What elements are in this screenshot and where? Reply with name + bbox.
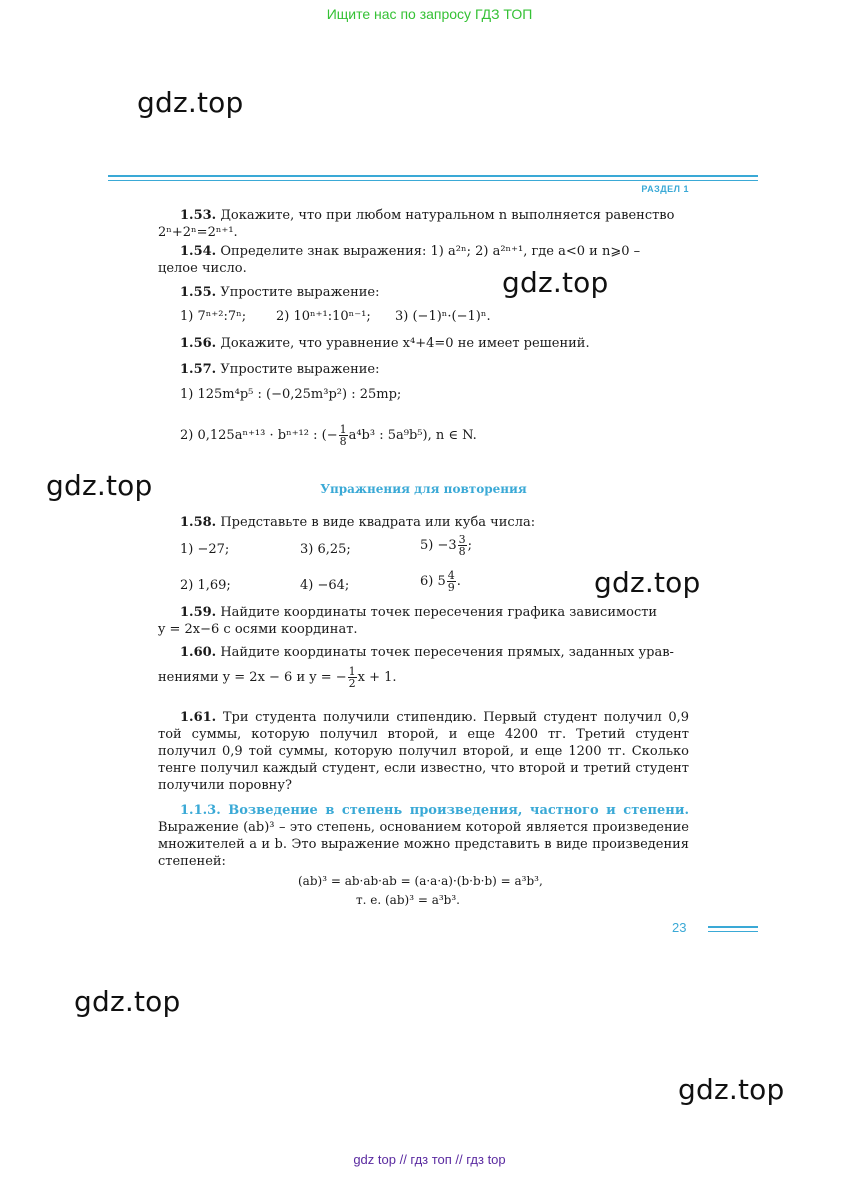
problem-text: Представьте в виде квадрата или куба числа: bbox=[220, 515, 536, 530]
exercise-item: 4) −64; bbox=[300, 578, 350, 593]
problem-text: Упростите выражение: bbox=[220, 362, 380, 377]
footer-rule bbox=[708, 926, 758, 928]
problem-text: Найдите координаты точек пересечения графика зависимости bbox=[220, 605, 658, 620]
problem-1-53 bbox=[158, 207, 689, 241]
problem-number: 1.53. bbox=[180, 208, 217, 223]
watermark: gdz.top bbox=[502, 266, 609, 299]
problem-text: Три студента получили стипендию. Первый студент получил 0,9 той суммы, которую получил второй, и еще 4200 тг. Третий студент получил 0,9 той суммы, которую получил второй, и еще 1200 тг. Сколько тенге получил каждый студент, если известно, что второй и третий студент получили поровну? bbox=[158, 710, 689, 793]
problem-1-56 bbox=[158, 335, 689, 352]
bottom-links[interactable]: gdz top // гдз топ // гдз top bbox=[353, 1152, 506, 1167]
problem-1-60-equations: нениями y = 2x − 6 и y = − $\frac{1}{2}$ x + 1. bbox=[158, 665, 397, 690]
watermark: gdz.top bbox=[594, 566, 701, 599]
watermark: gdz.top bbox=[46, 469, 153, 502]
problem-text: Найдите координаты точек пересечения прямых, заданных урав- bbox=[220, 645, 674, 660]
problem-text: Определите знак выражения: 1) a²ⁿ; 2) a²ⁿ⁺¹, где a<0 и n⩾0 – bbox=[220, 244, 641, 259]
watermark: gdz.top bbox=[137, 86, 244, 119]
exercise-item: 1) −27; bbox=[180, 542, 230, 557]
problem-1-58 bbox=[158, 514, 689, 531]
watermark: gdz.top bbox=[74, 985, 181, 1018]
problem-number: 1.56. bbox=[180, 336, 217, 351]
problem-1-57-item-2 bbox=[180, 424, 477, 447]
problem-number: 1.55. bbox=[180, 285, 217, 300]
problem-number: 1.59. bbox=[180, 605, 217, 620]
theory-section bbox=[158, 802, 689, 870]
problem-1-55 bbox=[158, 284, 689, 301]
exercise-item: 6) 5 $\frac{4}{9}$ . bbox=[420, 569, 461, 594]
footer-rule bbox=[708, 931, 758, 932]
problem-1-55-item-2: 2) 10ⁿ⁺¹:10ⁿ⁻¹; bbox=[276, 309, 371, 324]
search-hint-banner[interactable]: Ищите нас по запросу ГДЗ ТОП bbox=[326, 6, 533, 22]
problem-text-continued: целое число. bbox=[158, 261, 247, 276]
problem-1-54 bbox=[158, 243, 689, 277]
theory-title: 1.1.3. Возведение в степень произведения, частного и степени. bbox=[180, 803, 689, 818]
problem-text-continued: y = 2x−6 с осями координат. bbox=[158, 622, 358, 637]
section-label: РАЗДЕЛ 1 bbox=[641, 184, 689, 194]
problem-formula: 2ⁿ+2ⁿ=2ⁿ⁺¹. bbox=[158, 225, 238, 240]
problem-number: 1.61. bbox=[180, 710, 217, 725]
problem-text: Упростите выражение: bbox=[220, 285, 380, 300]
problem-number: 1.57. bbox=[180, 362, 217, 377]
problem-text: Докажите, что уравнение x⁴+4=0 не имеет решений. bbox=[220, 336, 590, 351]
problem-number: 1.58. bbox=[180, 515, 217, 530]
fraction: $\frac{3}{8}$ bbox=[458, 533, 466, 558]
header-rule bbox=[108, 175, 758, 177]
page-number: 23 bbox=[672, 920, 687, 935]
problem-1-55-item-1: 1) 7ⁿ⁺²:7ⁿ; bbox=[180, 309, 247, 324]
problem-1-60 bbox=[158, 644, 689, 661]
theory-text: Выражение (ab)³ – это степень, основанием которой является произведение множителей a и b. Это выражение можно представить в виде произведения степеней: bbox=[158, 820, 689, 869]
problem-1-57-item-1: 1) 125m⁴p⁵ : (−0,25m³p²) : 25mp; bbox=[180, 387, 402, 402]
fraction: $\frac{4}{9}$ bbox=[447, 569, 455, 594]
exercise-item: 2) 1,69; bbox=[180, 578, 231, 593]
problem-1-55-item-3: 3) (−1)ⁿ·(−1)ⁿ. bbox=[395, 309, 491, 324]
fraction: $\frac{1}{2}$ bbox=[348, 665, 356, 690]
header-rule bbox=[108, 180, 758, 181]
problem-1-61 bbox=[158, 709, 689, 794]
expression-part: a⁴b³ : 5a⁹b⁵), n ∈ N. bbox=[348, 428, 477, 443]
watermark: gdz.top bbox=[678, 1073, 785, 1106]
problem-1-59 bbox=[158, 604, 689, 638]
theory-formula: (ab)³ = ab·ab·ab = (a·a·a)·(b·b·b) = a³b³, bbox=[298, 874, 543, 888]
section-heading: Упражнения для повторения bbox=[320, 482, 527, 496]
problem-number: 1.60. bbox=[180, 645, 217, 660]
problem-number: 1.54. bbox=[180, 244, 217, 259]
fraction: $\frac{1}{8}$ bbox=[339, 423, 347, 448]
problem-text: Докажите, что при любом натуральном n выполняется равенство bbox=[220, 208, 675, 223]
expression-part: 2) 0,125aⁿ⁺¹³ · bⁿ⁺¹² : (− bbox=[180, 428, 338, 443]
exercise-item: 3) 6,25; bbox=[300, 542, 351, 557]
problem-1-57 bbox=[158, 361, 689, 378]
theory-formula: т. е. (ab)³ = a³b³. bbox=[356, 893, 460, 907]
exercise-item: 5) −3 $\frac{3}{8}$ ; bbox=[420, 533, 473, 558]
